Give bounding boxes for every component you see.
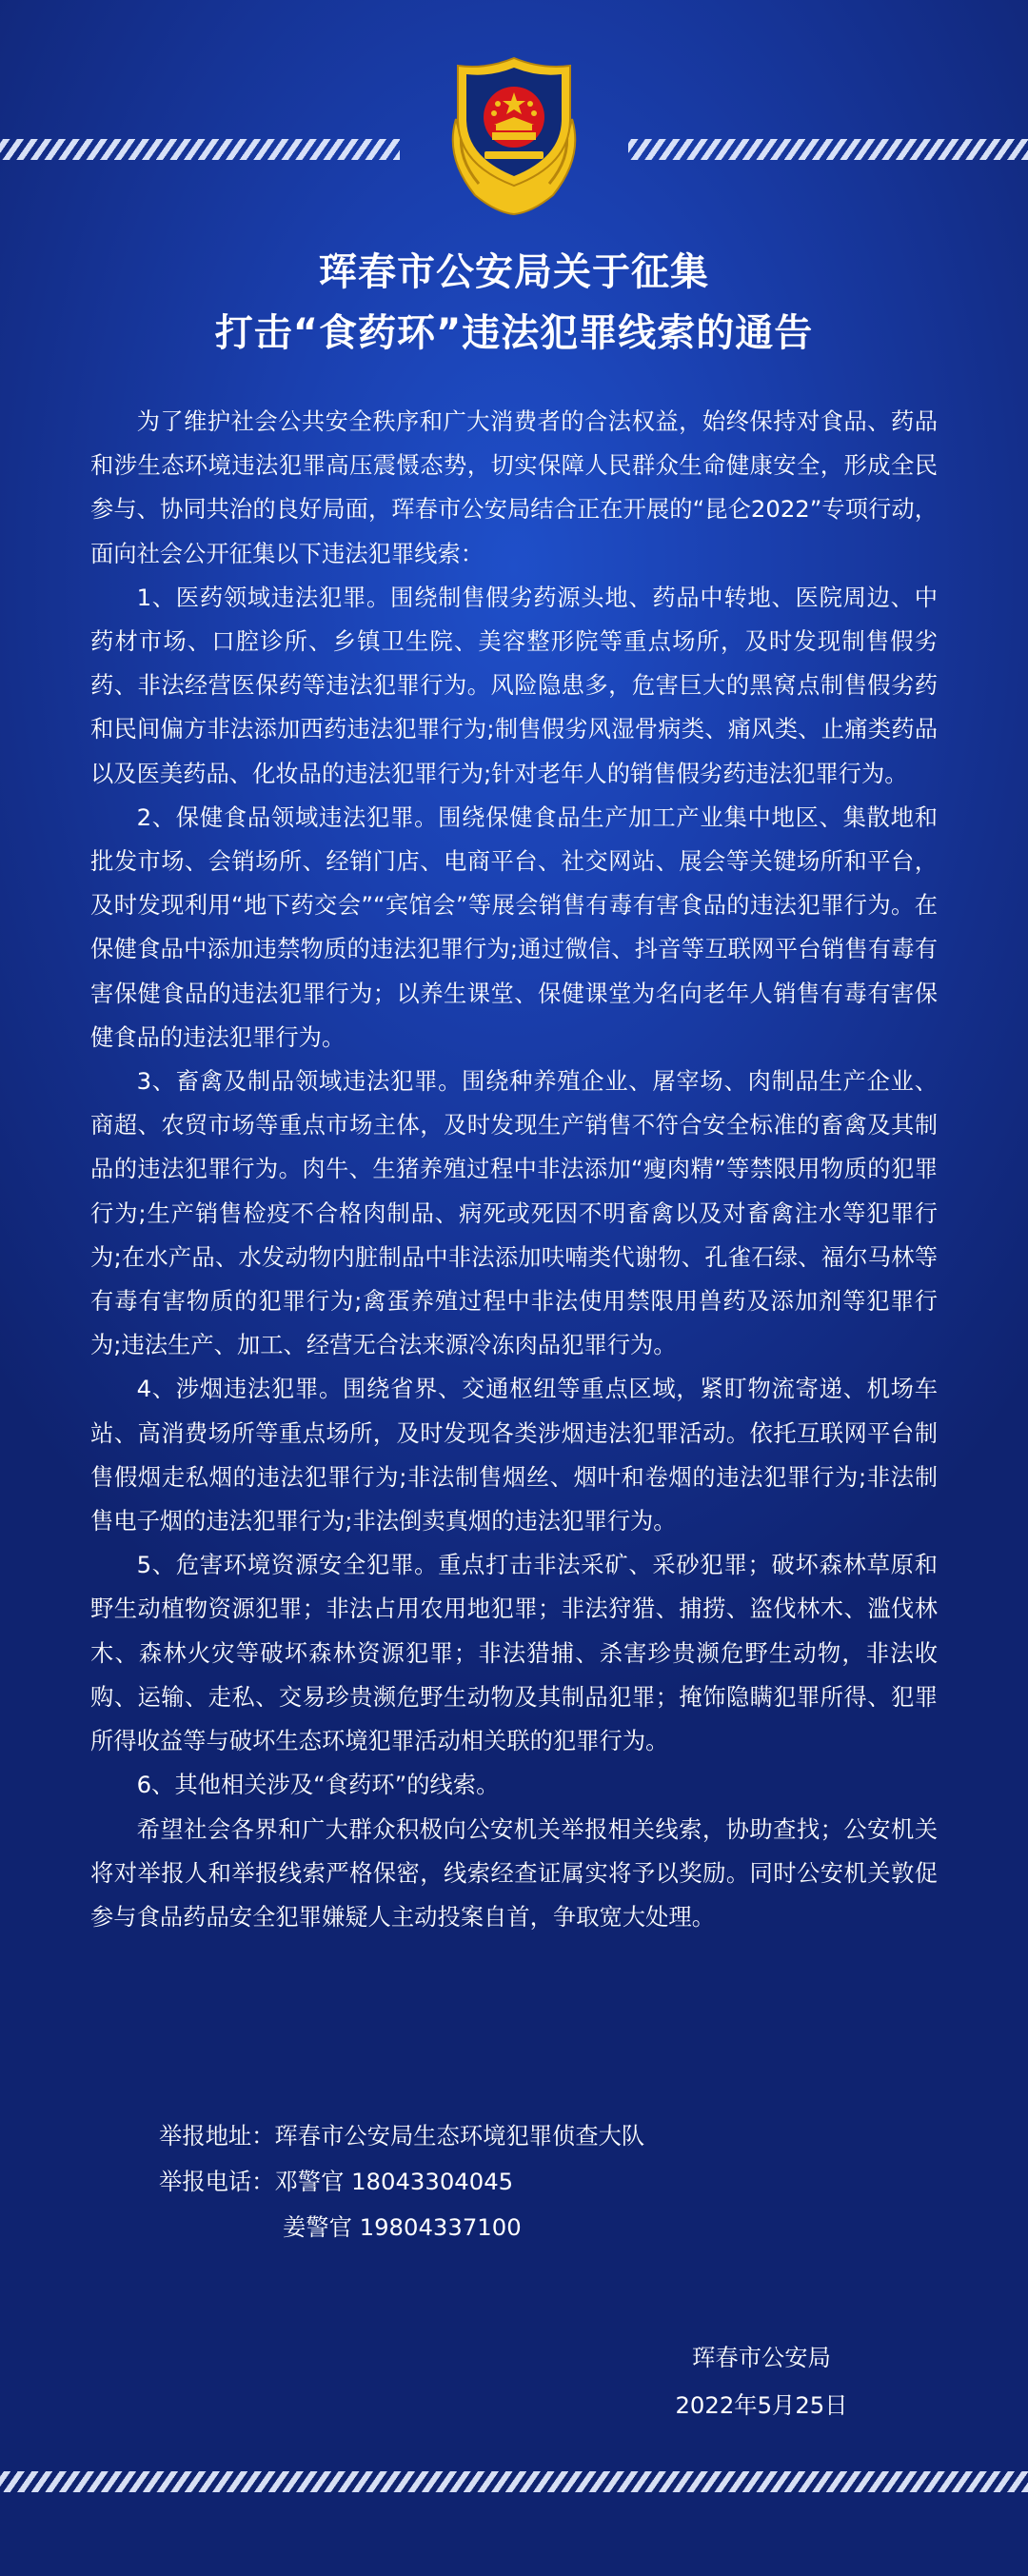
notice-title-line-2: 打击“食药环”违法犯罪线索的通告: [214, 311, 814, 355]
signature-block: [666, 2334, 857, 2429]
report-address-value: 珲春市公安局生态环境犯罪侦查大队: [274, 2122, 645, 2150]
notice-body: [90, 400, 938, 1939]
signature-org: 珲春市公安局: [692, 2344, 831, 2371]
clause-tobacco: 4、涉烟违法犯罪。围绕省界、交通枢纽等重点区域，紧盯物流寄递、机场车站、高消费场所等重点场所，及时发现各类涉烟违法犯罪活动。依托互联网平台制售假烟走私烟的违法犯罪行为;非法制售烟丝、烟叶和卷烟的违法犯罪行为;非法制售电子烟的违法犯罪行为;非法倒卖真烟的违法犯罪行为。: [90, 1375, 938, 1536]
notice-title-line-1: 珲春市公安局关于征集: [319, 250, 709, 294]
clause-medicine: 1、医药领域违法犯罪。围绕制售假劣药源头地、药品中转地、医院周边、中药材市场、口腔诊所、乡镇卫生院、美容整形院等重点场所，及时发现制售假劣药、非法经营医保药等违法犯罪行为。风险隐患多，危害巨大的黑窝点制售假劣药和民间偏方非法添加西药违法犯罪行为;制售假劣风湿骨病类、痛风类、止痛类药品以及医美药品、化妆品的违法犯罪行为;针对老年人的销售假劣药违法犯罪行为。: [90, 583, 938, 787]
report-phone-row-2: [159, 2205, 644, 2250]
closing-paragraph: 希望社会各界和广大群众积极向公安机关举报相关线索，协助查找；公安机关将对举报人和举报线索严格保密，线索经查证属实将予以奖励。同时公安机关敦促参与食品药品安全犯罪嫌疑人主动投案自首，争取宽大处理。: [90, 1814, 938, 1931]
decorative-rope-right: [628, 139, 1028, 160]
report-phone-label: 举报电话：: [159, 2168, 275, 2195]
decorative-rope-bottom: [0, 2471, 1028, 2492]
decorative-rope-left: [0, 139, 400, 160]
clause-environment: 5、危害环境资源安全犯罪。重点打击非法采矿、采砂犯罪；破坏森林草原和野生动植物资源犯罪；非法占用农用地犯罪；非法狩猎、捕捞、盗伐林木、滥伐林木、森林火灾等破坏森林资源犯罪；非法猎捕、杀害珍贵濒危野生动物，非法收购、运输、走私、交易珍贵濒危野生动物及其制品犯罪；掩饰隐瞒犯罪所得、犯罪所得收益等与破坏生态环境犯罪活动相关联的犯罪行为。: [90, 1551, 938, 1755]
report-phone-1: 邓警官 18043304045: [274, 2168, 514, 2195]
clause-livestock: 3、畜禽及制品领域违法犯罪。围绕种养殖企业、屠宰场、肉制品生产企业、商超、农贸市场等重点市场主体，及时发现生产销售不符合安全标准的畜禽及其制品的违法犯罪行为。肉牛、生猪养殖过程中非法添加“瘦肉精”等禁限用物质的犯罪行为;生产销售检疫不合格肉制品、病死或死因不明畜禽以及对畜禽注水等犯罪行为;在水产品、水发动物内脏制品中非法添加呋喃类代谢物、孔雀石绿、福尔马林等有毒有害物质的犯罪行为;禽蛋养殖过程中非法使用禁限用兽药及添加剂等犯罪行为;违法生产、加工、经营无合法来源冷冻肉品犯罪行为。: [90, 1067, 938, 1359]
clause-health-food: 2、保健食品领域违法犯罪。围绕保健食品生产加工产业集中地区、集散地和批发市场、会销场所、经销门店、电商平台、社交网站、展会等关键场所和平台，及时发现利用“地下药交会”“宾馆会”等展会销售有毒有害食品的违法犯罪行为。在保健食品中添加违禁物质的违法犯罪行为;通过微信、抖音等互联网平台销售有毒有害保健食品的违法犯罪行为；以养生课堂、保健课堂为名向老年人销售有毒有害保健食品的违法犯罪行为。: [90, 803, 938, 1051]
police-emblem-icon: [437, 52, 591, 219]
signature-date: 2022年5月25日: [675, 2391, 848, 2419]
report-phone-row: [159, 2159, 644, 2205]
report-phone-2: 姜警官 19804337100: [283, 2213, 522, 2241]
contact-info: [159, 2113, 644, 2250]
clause-other: 6、其他相关涉及“食药环”的线索。: [136, 1771, 500, 1799]
report-address-label: 举报地址：: [159, 2122, 275, 2150]
report-address-row: [159, 2113, 644, 2159]
intro-paragraph: 为了维护社会公共安全秩序和广大消费者的合法权益，始终保持对食品、药品和涉生态环境违法犯罪高压震慑态势，切实保障人民群众生命健康安全，形成全民参与、协同共治的良好局面，珲春市公安局结合正在开展的“昆仑2022”专项行动，面向社会公开征集以下违法犯罪线索：: [90, 407, 938, 567]
